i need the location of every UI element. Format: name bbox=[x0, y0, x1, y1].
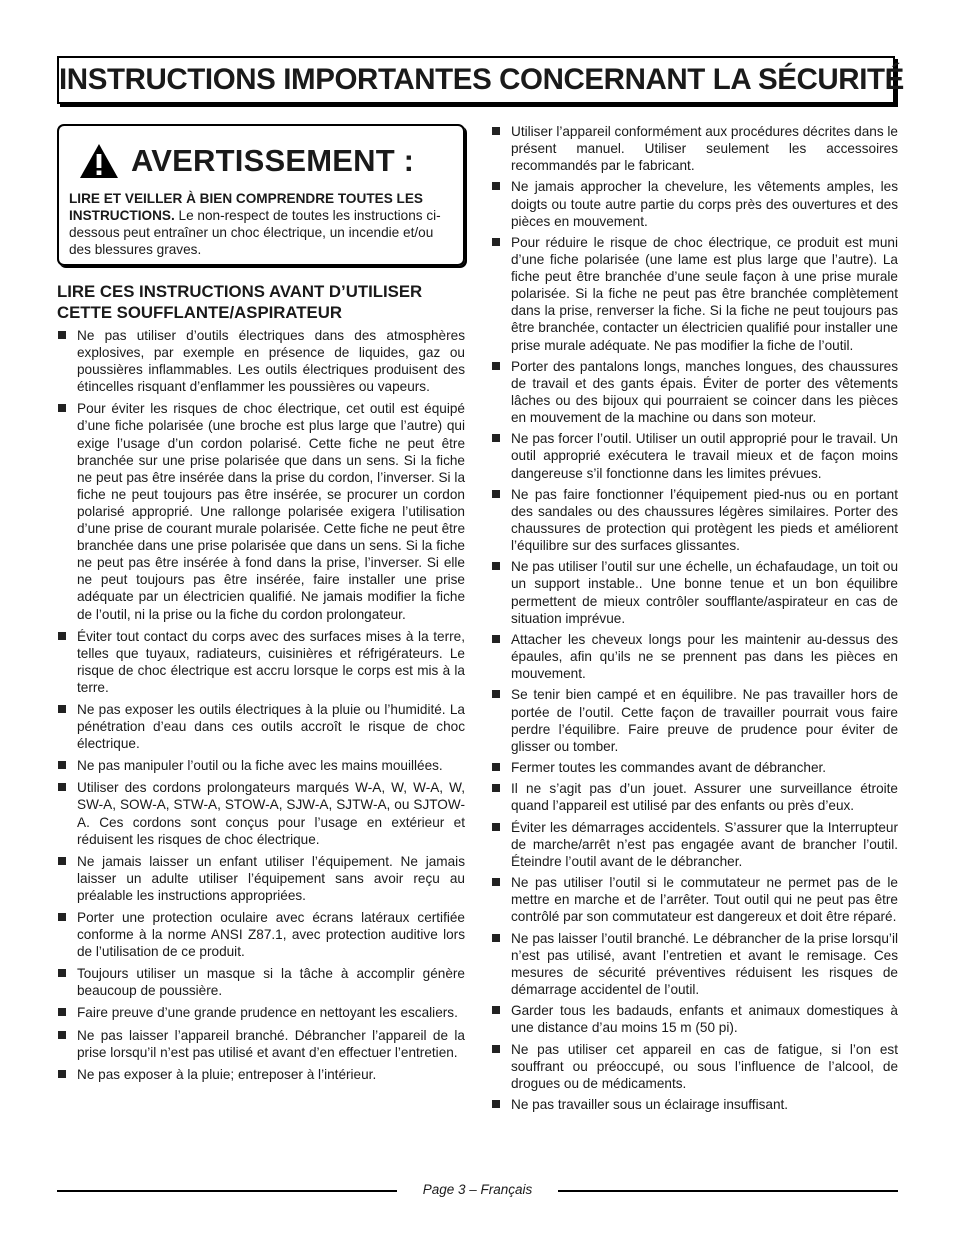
list-item-text: Ne pas utiliser cet appareil en cas de fatigue, si l’on est souffrant ou préoccupé, ou sous l’influence de l’alcool, de drogues ou de médicaments. bbox=[511, 1041, 898, 1091]
list-item bbox=[491, 486, 898, 554]
list-item bbox=[491, 759, 898, 776]
square-bullet-icon bbox=[58, 857, 66, 865]
footer-rule-right bbox=[558, 1190, 898, 1192]
list-item-text: Garder tous les badauds, enfants et animaux domestiques à une distance d’au moins 15 m (50 pi). bbox=[511, 1003, 898, 1036]
list-item-text: Ne pas exposer les outils électriques à la pluie ou l’humidité. La pénétration d’eau dans ces outils accroît le risque de choc électrique. bbox=[77, 701, 465, 752]
square-bullet-icon bbox=[492, 690, 500, 698]
square-bullet-icon bbox=[492, 127, 500, 135]
list-item-text: Éviter tout contact du corps avec des surfaces mises à la terre, telles que tuyaux, radiateurs, cuisinières et réfrigérateurs. Le risque de choc électrique est accru lorsque le corps est mis à la terre. bbox=[77, 628, 465, 695]
square-bullet-icon bbox=[492, 784, 500, 792]
list-item-text: Éviter les démarrages accidentels. S’assurer que la Interrupteur de marche/arrêt n’est pas engagée avant de brancher l’outil. Éteindre l’outil avant de le débrancher. bbox=[511, 819, 898, 869]
section-title: LIRE CES INSTRUCTIONS AVANT D’UTILISER CETTE SOUFFLANTE/ASPIRATEUR bbox=[57, 282, 423, 322]
list-item bbox=[491, 234, 898, 354]
list-item bbox=[57, 779, 465, 847]
square-bullet-icon bbox=[58, 1031, 66, 1039]
list-item-text: Ne pas exposer à la pluie; entreposer à l’intérieur. bbox=[77, 1066, 377, 1082]
list-item bbox=[491, 558, 898, 626]
list-item-text: Il ne s’agit pas d’un jouet. Assurer une surveillance étroite quand l’appareil est utilisé par des enfants ou près d’eux. bbox=[511, 781, 898, 814]
list-item bbox=[491, 1096, 898, 1113]
list-item bbox=[491, 780, 898, 814]
square-bullet-icon bbox=[58, 404, 66, 412]
list-item bbox=[491, 430, 898, 481]
list-item-text: Ne pas laisser l’outil branché. Le débrancher de la prise lorsqu’il n’est pas utilisé, avant l’entretien et avant le remisage. Ces mesures de sécurité préventives réduisent les risques de démarrage accidentel de l’outil. bbox=[511, 930, 898, 997]
list-item bbox=[57, 400, 465, 622]
list-item bbox=[57, 327, 465, 395]
square-bullet-icon bbox=[58, 1008, 66, 1016]
list-item bbox=[57, 757, 465, 774]
list-item-text: Ne pas travailler sous un éclairage insuffisant. bbox=[511, 1096, 789, 1112]
list-item bbox=[57, 628, 465, 696]
list-item-text: Toujours utiliser un masque si la tâche à accomplir génère beaucoup de poussière. bbox=[77, 966, 465, 999]
list-item-text: Faire preuve d’une grande prudence en nettoyant les escaliers. bbox=[77, 1005, 458, 1021]
list-item bbox=[57, 701, 465, 752]
list-item-text: Utiliser l’appareil conformément aux procédures décrites dans le présent manuel. Utiliser seulement les accessoires recommandés par le fabricant. bbox=[511, 124, 898, 174]
page-title: INSTRUCTIONS IMPORTANTES CONCERNANT LA SÉCURITÉ bbox=[59, 63, 904, 96]
square-bullet-icon bbox=[58, 705, 66, 713]
list-item-text: Ne pas utiliser l’outil si le commutateur ne permet pas de le mettre en marche et de l’arrêter. Tout outil qui ne peut pas être contrôlé par son commutateur est dangereux et doit être réparé. bbox=[511, 875, 898, 925]
warning-lead: LIRE ET VEILLER À BIEN COMPRENDRE TOUTES LES INSTRUCTIONS. bbox=[69, 191, 423, 223]
square-bullet-icon bbox=[492, 1006, 500, 1014]
list-item bbox=[491, 1041, 898, 1092]
list-item bbox=[57, 1066, 465, 1083]
square-bullet-icon bbox=[492, 362, 500, 370]
list-item bbox=[491, 1002, 898, 1036]
list-item bbox=[491, 686, 898, 754]
list-item bbox=[57, 1004, 465, 1021]
square-bullet-icon bbox=[58, 783, 66, 791]
list-item bbox=[491, 874, 898, 925]
square-bullet-icon bbox=[492, 878, 500, 886]
square-bullet-icon bbox=[492, 490, 500, 498]
list-item-text: Ne pas utiliser l’outil sur une échelle, un échafaudage, un toit ou un support instable.. Une bonne tenue et un bon équilibre permettent de mieux contrôler soufflante/aspirateur en cas de situation imprévue. bbox=[511, 559, 898, 626]
warning-box bbox=[57, 124, 465, 266]
square-bullet-icon bbox=[492, 763, 500, 771]
square-bullet-icon bbox=[58, 1070, 66, 1078]
square-bullet-icon bbox=[492, 182, 500, 190]
left-instructions-list bbox=[57, 327, 465, 1083]
footer-rule-left bbox=[57, 1190, 397, 1192]
list-item-text: Fermer toutes les commandes avant de débrancher. bbox=[511, 759, 827, 775]
list-item bbox=[491, 930, 898, 998]
warning-triangle-icon bbox=[79, 143, 119, 179]
square-bullet-icon bbox=[492, 1045, 500, 1053]
square-bullet-icon bbox=[492, 823, 500, 831]
list-item-text: Porter des pantalons longs, manches longues, des chaussures de travail et des gants épais. Éviter de porter des vêtements lâches ou des bijoux qui pourraient se coincer dans les pièces en mouvement de la machine ou dans son moteur. bbox=[511, 358, 898, 426]
list-item-text: Ne pas faire fonctionner l’équipement pied-nus ou en portant des sandales ou des chaussures légères similaires. Porter des chaussures de protection qui protègent les pieds et améliorent l’équilibre sur des surfaces glissantes. bbox=[511, 486, 898, 554]
list-item-text: Ne jamais laisser un enfant utiliser l’équipement. Ne jamais laisser un adulte utiliser l’équipement sans avoir reçu au préalable les instructions appropriées. bbox=[77, 853, 465, 903]
square-bullet-icon bbox=[492, 434, 500, 442]
list-item bbox=[491, 358, 898, 426]
warning-text bbox=[69, 190, 453, 258]
right-column bbox=[491, 123, 898, 1117]
square-bullet-icon bbox=[58, 969, 66, 977]
list-item bbox=[57, 853, 465, 904]
list-item-text: Ne jamais approcher la chevelure, les vêtements amples, les doigts ou toute autre partie du corps près des ouvertures et des pièces en mouvement. bbox=[511, 179, 898, 229]
list-item-text: Se tenir bien campé et en équilibre. Ne pas travailler hors de portée de l’outil. Cette façon de travailler pourrait vous faire perdre l’équilibre. Faire preuve de prudence pour éviter de glisser ou tomber. bbox=[511, 687, 898, 754]
list-item-text: Porter une protection oculaire avec écrans latéraux certifiée conforme à la norme ANSI Z87.1, avec protection auditive lors de l’utilisation de ce produit. bbox=[77, 910, 465, 960]
left-column bbox=[57, 124, 465, 1088]
list-item bbox=[57, 965, 465, 999]
list-item-text: Pour éviter les risques de choc électrique, cet outil est équipé d’une fiche polarisée (une broche est plus large que l’autre) qui exige l’usage d’un cordon polarisé. Cette fiche ne peut être branchée sur une prise polarisée que dans un sens. Si la fiche ne peut pas être insérée dans la prise du cordon, l’inverser. Si la fiche ne peut toujours pas être insérée, se procurer un cordon polarisé approprié. Une rallonge polarisée exigera l’utilisation d’une prise de courant murale polarisée. Cette fiche ne peut être branchée dans une prise polarisée que dans un sens. Si la fiche ne peut pas être insérée à fond dans la prise, l’inverser. Si elle ne peut toujours pas être insérée, faire installer une prise adéquate par un électricien qualifié. Ne jamais modifier la fiche de l’outil, ni la prise ou la fiche du cordon prolongateur. bbox=[77, 401, 465, 622]
page-number: Page 3 – Français bbox=[422, 1182, 533, 1197]
list-item bbox=[57, 909, 465, 960]
square-bullet-icon bbox=[58, 913, 66, 921]
list-item-text: Ne pas laisser l’appareil branché. Débrancher l’appareil de la prise lorsqu’il n’est pas utilisé et avant d’en effectuer l’entretien. bbox=[77, 1027, 465, 1060]
warning-title: AVERTISSEMENT : bbox=[131, 143, 415, 178]
list-item bbox=[491, 178, 898, 229]
warning-body: Le non-respect de toutes les instructions ci-dessous peut entraîner un choc électrique, un incendie et/ou des blessures graves. bbox=[69, 208, 441, 257]
list-item bbox=[491, 631, 898, 682]
list-item-text: Attacher les cheveux longs pour les maintenir au-dessus des épaules, afin qu’ils ne se prennent pas dans les pièces en mouvement. bbox=[511, 631, 898, 682]
list-item bbox=[491, 819, 898, 870]
square-bullet-icon bbox=[492, 562, 500, 570]
square-bullet-icon bbox=[492, 934, 500, 942]
square-bullet-icon bbox=[492, 1100, 500, 1108]
square-bullet-icon bbox=[58, 632, 66, 640]
square-bullet-icon bbox=[492, 238, 500, 246]
right-instructions-list bbox=[491, 123, 898, 1113]
square-bullet-icon bbox=[492, 635, 500, 643]
page-header bbox=[57, 56, 904, 104]
square-bullet-icon bbox=[58, 331, 66, 339]
warning-header bbox=[69, 134, 453, 188]
list-item-text: Ne pas utiliser d’outils électriques dans des atmosphères explosives, par exemple en présence de liquides, gaz ou poussières inflammables. Les outils électriques produisent des étincelles risquant d’enflammer les poussières ou vapeurs. bbox=[77, 328, 465, 395]
list-item-text: Ne pas forcer l’outil. Utiliser un outil approprié pour le travail. Un outil approprié exécutera le travail mieux et de façon moins dangereuse s’il fonctionne dans les limites prévues. bbox=[511, 431, 898, 481]
list-item-text: Ne pas manipuler l’outil ou la fiche avec les mains mouillées. bbox=[77, 758, 443, 774]
list-item bbox=[57, 1027, 465, 1061]
list-item-text: Pour réduire le risque de choc électrique, ce produit est muni d’une fiche polarisée (une lame est plus large que l’autre). La fiche peut être branchée d’une seule façon à une prise murale polarisée. Si la fiche ne peut pas être branchée complètement dans la prise, renverser la fiche. Si la fiche ne peut toujours pas être branchée, contacter un électricien qualifié pour installer une prise murale adéquate. Ne pas modifier la fiche de l’outil. bbox=[511, 234, 898, 353]
list-item-text: Utiliser des cordons prolongateurs marqués W-A, W, W-A, W, SW-A, SOW-A, STW-A, STOW-A, SJW-A, SJTW-A, ou SJTOW-A. Ces cordons sont conçus pour l’usage en extérieur et réduisent les risques de choc électrique. bbox=[77, 780, 465, 847]
square-bullet-icon bbox=[58, 761, 66, 769]
list-item bbox=[491, 123, 898, 174]
